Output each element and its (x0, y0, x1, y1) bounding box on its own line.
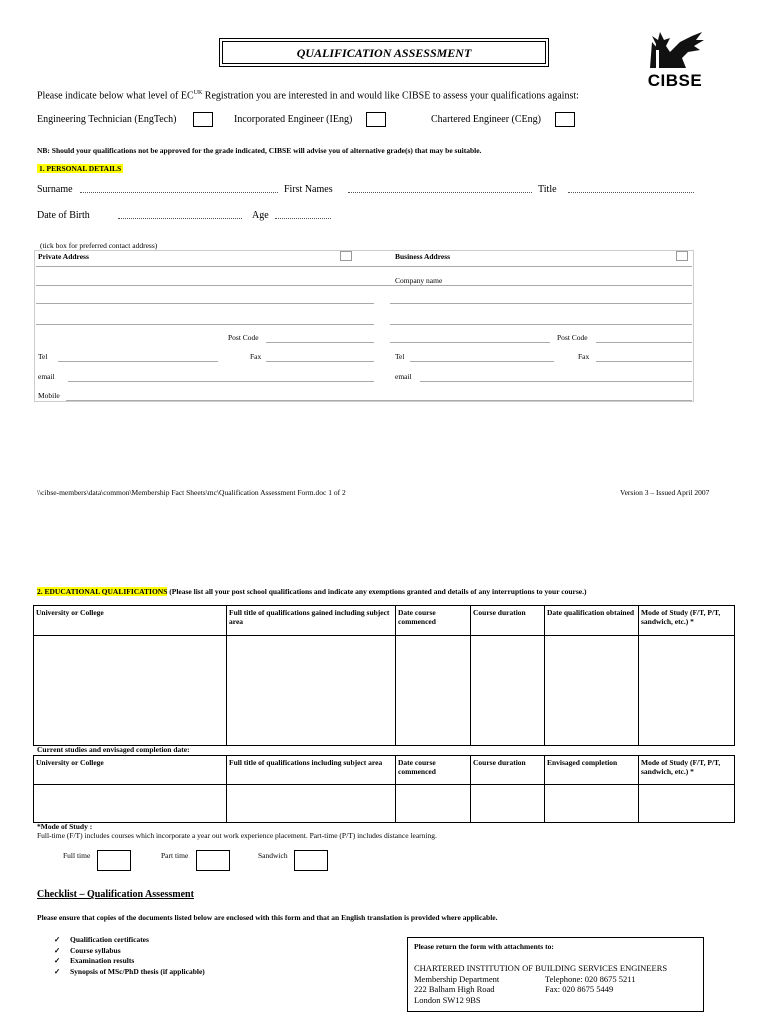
current-title-cell[interactable] (227, 785, 396, 823)
current-completion-cell[interactable] (545, 785, 639, 823)
return-telephone: Telephone: 020 8675 5211 (545, 974, 636, 984)
private-address-label: Private Address (38, 252, 89, 261)
current-studies-label: Current studies and envisaged completion date: (37, 745, 190, 754)
return-street: 222 Balham High Road (414, 984, 495, 994)
option-engtech-label: Engineering Technician (EngTech) (37, 114, 177, 125)
title-field[interactable] (568, 192, 694, 193)
mobile-label: Mobile (38, 391, 60, 400)
business-address-line-3[interactable] (390, 303, 692, 304)
col-title: Full title of qualifications gained including subject area (227, 606, 396, 636)
checklist-instruction: Please ensure that copies of the documents listed below are enclosed with this form and that an English translation is provided where applicable. (37, 913, 498, 922)
university-cell[interactable] (34, 636, 227, 746)
sandwich-checkbox[interactable] (294, 850, 328, 871)
commenced-cell[interactable] (396, 636, 471, 746)
surname-label: Surname (37, 184, 73, 195)
return-dept: Membership Department (414, 974, 500, 984)
current-col-commenced: Date course commenced (396, 756, 471, 785)
return-city: London SW12 9BS (414, 995, 481, 1005)
address-line-2[interactable] (36, 285, 692, 286)
mode-of-study-note: Full-time (F/T) includes courses which incorporate a year out work experience placement. Part-time (P/T) includes distance learning. (37, 831, 437, 840)
current-commenced-cell[interactable] (396, 785, 471, 823)
current-col-mode: Mode of Study (F/T, P/T, sandwich, etc.) * (639, 756, 735, 785)
checklist-item-label: Course syllabus (70, 945, 121, 955)
mode-of-study-title: *Mode of Study : (37, 822, 93, 831)
private-email-label: email (38, 372, 55, 381)
phoenix-icon (640, 28, 706, 72)
checklist-list (54, 935, 205, 977)
current-header-row (34, 756, 735, 785)
cibse-logo (640, 28, 706, 96)
private-postcode-field[interactable] (266, 342, 374, 343)
dob-field[interactable] (118, 218, 242, 219)
education-heading: 2. EDUCATIONAL QUALIFICATIONS (37, 587, 168, 596)
checklist-item-label: Qualification certificates (70, 935, 149, 944)
mode-cell[interactable] (639, 636, 735, 746)
company-name-label: Company name (395, 276, 443, 285)
current-studies-table (33, 755, 735, 823)
surname-field[interactable] (80, 192, 278, 193)
business-tel-label: Tel (395, 352, 405, 361)
business-email-field[interactable] (420, 381, 692, 382)
qualifications-entry-row[interactable] (34, 636, 735, 746)
business-address-line-5[interactable] (390, 342, 550, 343)
tick-note: (tick box for preferred contact address) (40, 241, 158, 250)
checklist-heading: Checklist – Qualification Assessment (37, 889, 194, 900)
current-col-university: University or College (34, 756, 227, 785)
full-time-label: Full time (63, 851, 91, 860)
part-time-label: Part time (161, 851, 189, 860)
current-col-duration: Course duration (471, 756, 545, 785)
current-entry-row[interactable] (34, 785, 735, 823)
business-postcode-field[interactable] (596, 342, 692, 343)
business-tel-field[interactable] (410, 361, 554, 362)
col-mode: Mode of Study (F/T, P/T, sandwich, etc.) * (639, 606, 735, 636)
business-fax-label: Fax (578, 352, 590, 361)
private-address-tickbox[interactable] (340, 251, 352, 261)
checklist-item-label: Synopsis of MSc/PhD thesis (if applicable) (70, 966, 205, 976)
return-org: CHARTERED INSTITUTION OF BUILDING SERVICES ENGINEERS (414, 963, 668, 973)
check-icon: ✓ (54, 935, 61, 944)
nb-note: NB: Should your qualifications not be approved for the grade indicated, CIBSE will advise you of alternative grade(s) that may be suitable. (37, 146, 482, 155)
checklist-item-label: Examination results (70, 956, 135, 965)
check-icon: ✓ (54, 945, 61, 955)
part-time-checkbox[interactable] (196, 850, 230, 871)
title-cell[interactable] (227, 636, 396, 746)
duration-cell[interactable] (471, 636, 545, 746)
business-postcode-label: Post Code (557, 333, 588, 342)
ceng-checkbox[interactable] (555, 112, 575, 127)
col-duration: Course duration (471, 606, 545, 636)
return-fax: Fax: 020 8675 5449 (545, 984, 614, 994)
return-heading: Please return the form with attachments to: (414, 942, 554, 951)
check-icon: ✓ (54, 966, 61, 976)
checklist-item (54, 946, 205, 957)
intro-superscript: UK (193, 90, 203, 96)
dob-label: Date of Birth (37, 210, 90, 221)
current-university-cell[interactable] (34, 785, 227, 823)
private-fax-label: Fax (250, 352, 262, 361)
obtained-cell[interactable] (545, 636, 639, 746)
current-col-title: Full title of qualifications including subject area (227, 756, 396, 785)
intro-text (37, 90, 637, 101)
address-line-1[interactable] (36, 266, 692, 267)
form-title-box (219, 38, 549, 67)
age-label: Age (252, 210, 269, 221)
form-title: QUALIFICATION ASSESSMENT (296, 46, 472, 60)
engtech-checkbox[interactable] (193, 112, 213, 127)
logo-text: CIBSE (647, 71, 703, 90)
current-col-completion: Envisaged completion (545, 756, 639, 785)
private-address-line-4[interactable] (36, 324, 374, 325)
education-heading-row (37, 587, 737, 596)
col-university: University or College (34, 606, 227, 636)
col-obtained: Date qualification obtained (545, 606, 639, 636)
current-duration-cell[interactable] (471, 785, 545, 823)
return-address-box (407, 937, 704, 1012)
address-block (34, 250, 694, 402)
business-address-tickbox[interactable] (676, 251, 688, 261)
private-address-line-3[interactable] (36, 303, 374, 304)
mobile-field[interactable] (66, 400, 692, 401)
first-names-field[interactable] (348, 192, 532, 193)
sandwich-label: Sandwich (258, 851, 288, 860)
private-tel-field[interactable] (58, 361, 218, 362)
private-fax-field[interactable] (266, 361, 374, 362)
private-email-field[interactable] (68, 381, 374, 382)
qualifications-header-row (34, 606, 735, 636)
private-postcode-label: Post Code (228, 333, 259, 342)
checklist-item (54, 967, 205, 978)
checklist-item (54, 956, 205, 967)
private-tel-label: Tel (38, 352, 48, 361)
first-names-label: First Names (284, 184, 333, 195)
col-commenced: Date course commenced (396, 606, 471, 636)
title-label: Title (538, 184, 557, 195)
business-fax-field[interactable] (596, 361, 692, 362)
current-mode-cell[interactable] (639, 785, 735, 823)
intro-before: Please indicate below what level of EC (37, 90, 194, 102)
intro-after: Registration you are interested in and would like CIBSE to assess your qualifications against: (202, 90, 579, 102)
checklist-item (54, 935, 205, 946)
full-time-checkbox[interactable] (97, 850, 131, 871)
education-heading-note: (Please list all your post school qualifications and indicate any exemptions granted and details of any interruptions to your course.) (167, 587, 587, 596)
personal-details-heading: 1. PERSONAL DETAILS (39, 164, 122, 173)
footer-version: Version 3 – Issued April 2007 (620, 488, 710, 497)
check-icon: ✓ (54, 956, 61, 965)
business-address-label: Business Address (395, 252, 451, 261)
footer-path: \\cibse-members\data\common\Membership Fact Sheets\mc\Qualification Assessment Form.doc 1 of 2 (37, 488, 346, 497)
qualifications-table (33, 605, 735, 746)
business-address-line-4[interactable] (390, 324, 692, 325)
ieng-checkbox[interactable] (366, 112, 386, 127)
option-ieng-label: Incorporated Engineer (IEng) (234, 114, 353, 125)
business-email-label: email (395, 372, 412, 381)
option-ceng-label: Chartered Engineer (CEng) (431, 114, 541, 125)
age-field[interactable] (275, 218, 331, 219)
